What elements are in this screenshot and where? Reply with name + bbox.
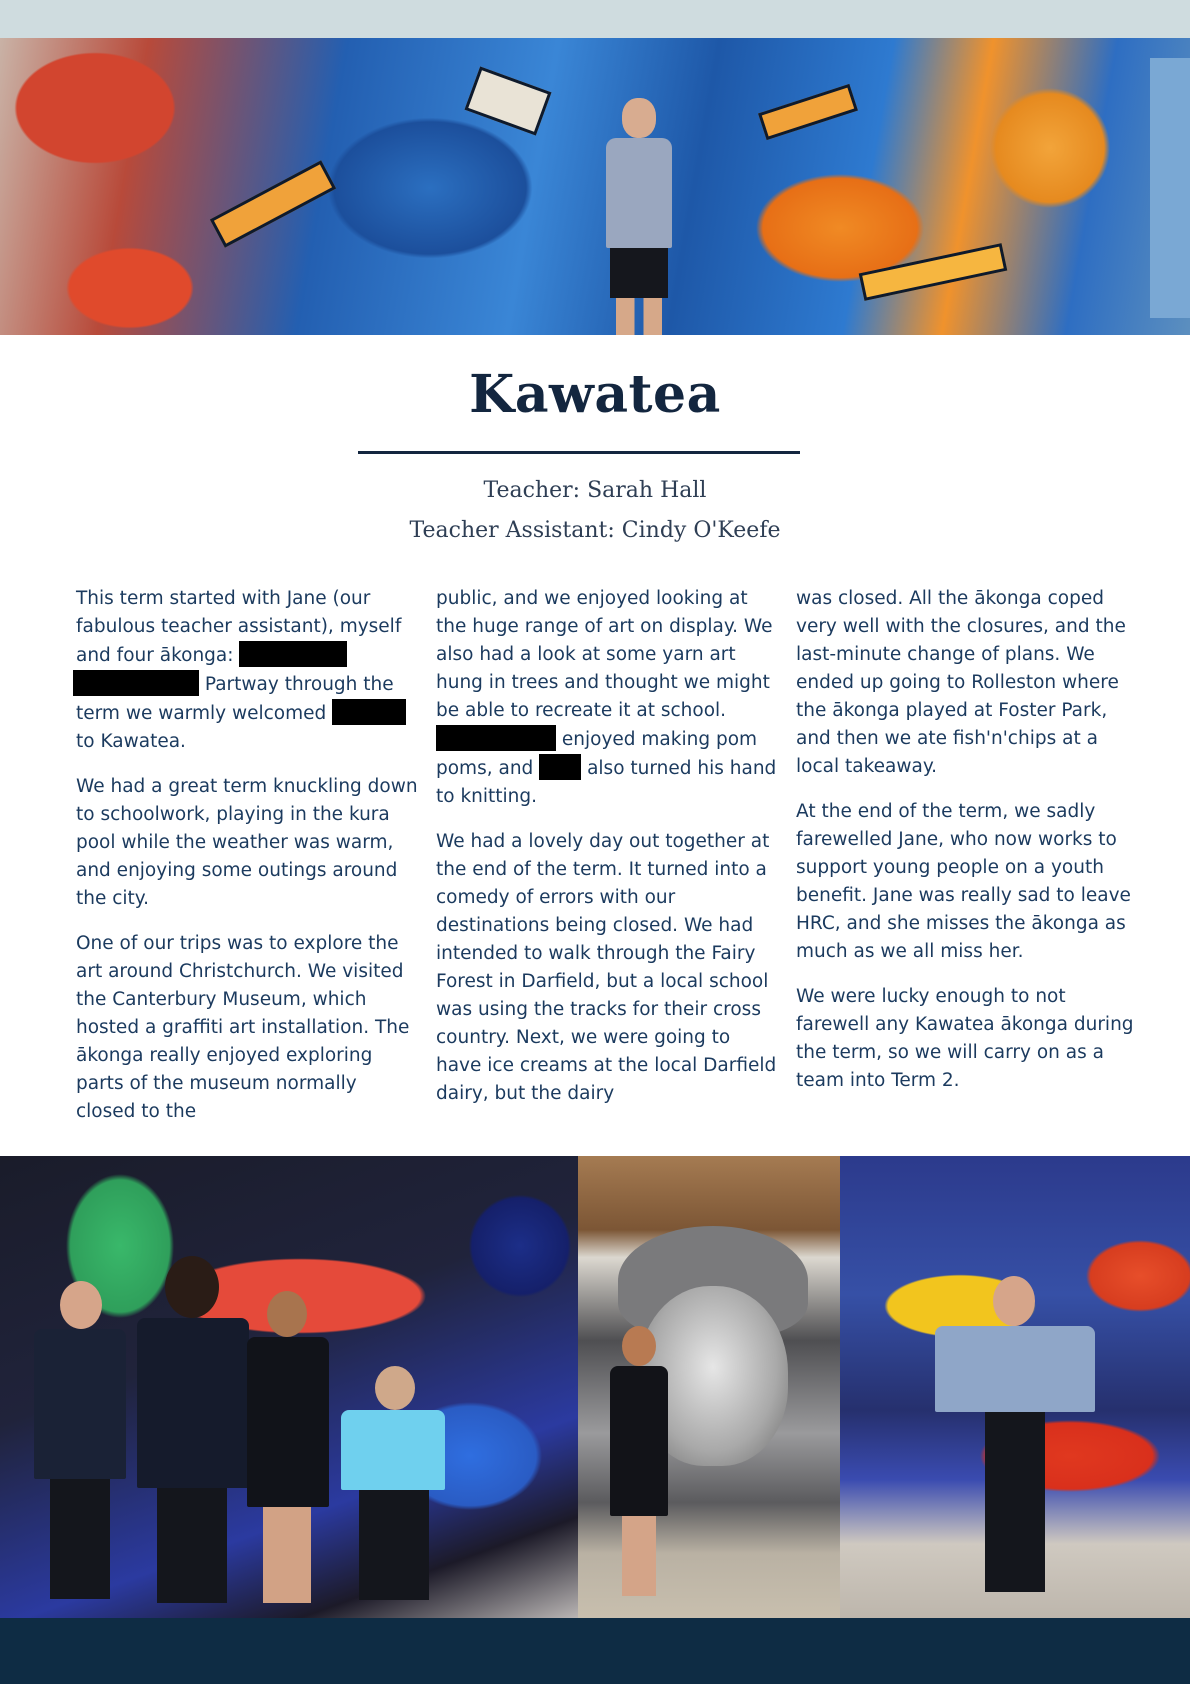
group-mural-photo: [0, 1156, 578, 1618]
student-head: [622, 1326, 656, 1366]
student-head: [622, 98, 656, 138]
paragraph: We had a lovely day out together at the end of the term. It turned into a comedy of errors with our destinations being closed. We had intended to walk through the Fairy Forest in Darfield, but a local school was using the tracks for their cross country. Next, we were going to have ice creams at the local Darfield dairy, but the dairy: [436, 831, 777, 1104]
paragraph: One of our trips was to explore the art around Christchurch. We visited the Canterbury Museum, which hosted a graffiti art installation. The ākonga really enjoyed exploring parts of the museum normally closed to the: [76, 933, 410, 1122]
paragraph: [76, 585, 421, 756]
graffiti-stroke: [859, 243, 1008, 301]
graffiti-stroke: [210, 160, 336, 247]
student-head: [267, 1291, 307, 1337]
footer-band: [0, 1618, 1190, 1684]
student-head: [375, 1366, 415, 1410]
text-column-1: [76, 585, 421, 1143]
text-run: This term started with Jane (our fabulous teacher assistant), myself and four ākonga:: [76, 588, 402, 666]
student-shirt: [935, 1326, 1095, 1412]
student-head: [993, 1276, 1035, 1326]
redaction-box: [73, 670, 199, 696]
paragraph: was closed. All the ākonga coped very well with the closures, and the last-minute change of plans. We ended up going to Rolleston where the ākonga played at Foster Park, and then we ate fish'n'chips at a local takeaway.: [796, 588, 1126, 777]
graffiti-stroke: [1150, 58, 1190, 318]
student-figure: [335, 1366, 450, 1611]
text-run: also turned his hand to knitting.: [436, 758, 777, 807]
teacher-credit: Teacher: Sarah Hall: [483, 478, 707, 503]
graffiti-wall-photo: [840, 1156, 1190, 1618]
paragraph: At the end of the term, we sadly farewelled Jane, who now works to support young people on a youth benefit. Jane was really sad to leave HRC, and she misses the ākonga as much as we all miss her.: [796, 801, 1131, 962]
title-divider: [358, 451, 800, 454]
redaction-box: [436, 725, 556, 751]
student-figure: [608, 1326, 668, 1606]
student-figure: [935, 1276, 1095, 1596]
student-legs: [359, 1490, 429, 1600]
student-legs: [616, 298, 662, 335]
student-figure: [245, 1291, 330, 1611]
student-head: [60, 1281, 102, 1329]
portrait-mural-photo: [578, 1156, 840, 1618]
student-legs: [985, 1412, 1045, 1592]
student-shirt: [341, 1410, 445, 1490]
student-legs: [50, 1479, 110, 1599]
student-jacket: [34, 1329, 126, 1479]
banner-graffiti-photo: [0, 38, 1190, 335]
top-strip: [0, 0, 1190, 38]
text-column-2: [436, 585, 781, 1125]
text-run: Partway through the term we warmly welcomed: [76, 674, 394, 724]
teacher-assistant-credit: Teacher Assistant: Cindy O'Keefe: [409, 518, 781, 543]
student-legs: [263, 1507, 311, 1603]
text-column-3: [796, 585, 1141, 1112]
page-title: Kawatea: [469, 364, 721, 425]
student-legs: [157, 1488, 227, 1603]
student-figure: [600, 98, 678, 335]
text-run: enjoyed making pom poms, and: [436, 729, 758, 779]
student-head: [165, 1256, 219, 1318]
student-dress: [247, 1337, 329, 1507]
redaction-box: [332, 699, 406, 725]
text-run: to Kawatea.: [76, 731, 186, 752]
student-jacket: [137, 1318, 249, 1488]
student-dress: [610, 1366, 668, 1516]
text-run: public, and we enjoyed looking at the huge range of art on display. We also had a look at some yarn art hung in trees and thought we might be able to recreate it at school.: [436, 588, 773, 721]
graffiti-stroke: [464, 66, 551, 135]
student-figure: [30, 1281, 130, 1611]
redaction-box: [239, 641, 347, 667]
student-legs: [622, 1516, 656, 1596]
paragraph: We had a great term knuckling down to schoolwork, playing in the kura pool while the weather was warm, and enjoying some outings around the city.: [76, 776, 418, 909]
redaction-box: [539, 754, 581, 780]
student-shirt: [606, 138, 672, 248]
paragraph: We were lucky enough to not farewell any Kawatea ākonga during the term, so we will carry on as a team into Term 2.: [796, 986, 1134, 1091]
student-figure: [135, 1256, 250, 1611]
paragraph: [436, 585, 781, 811]
student-shorts: [610, 248, 668, 298]
graffiti-stroke: [758, 84, 858, 140]
